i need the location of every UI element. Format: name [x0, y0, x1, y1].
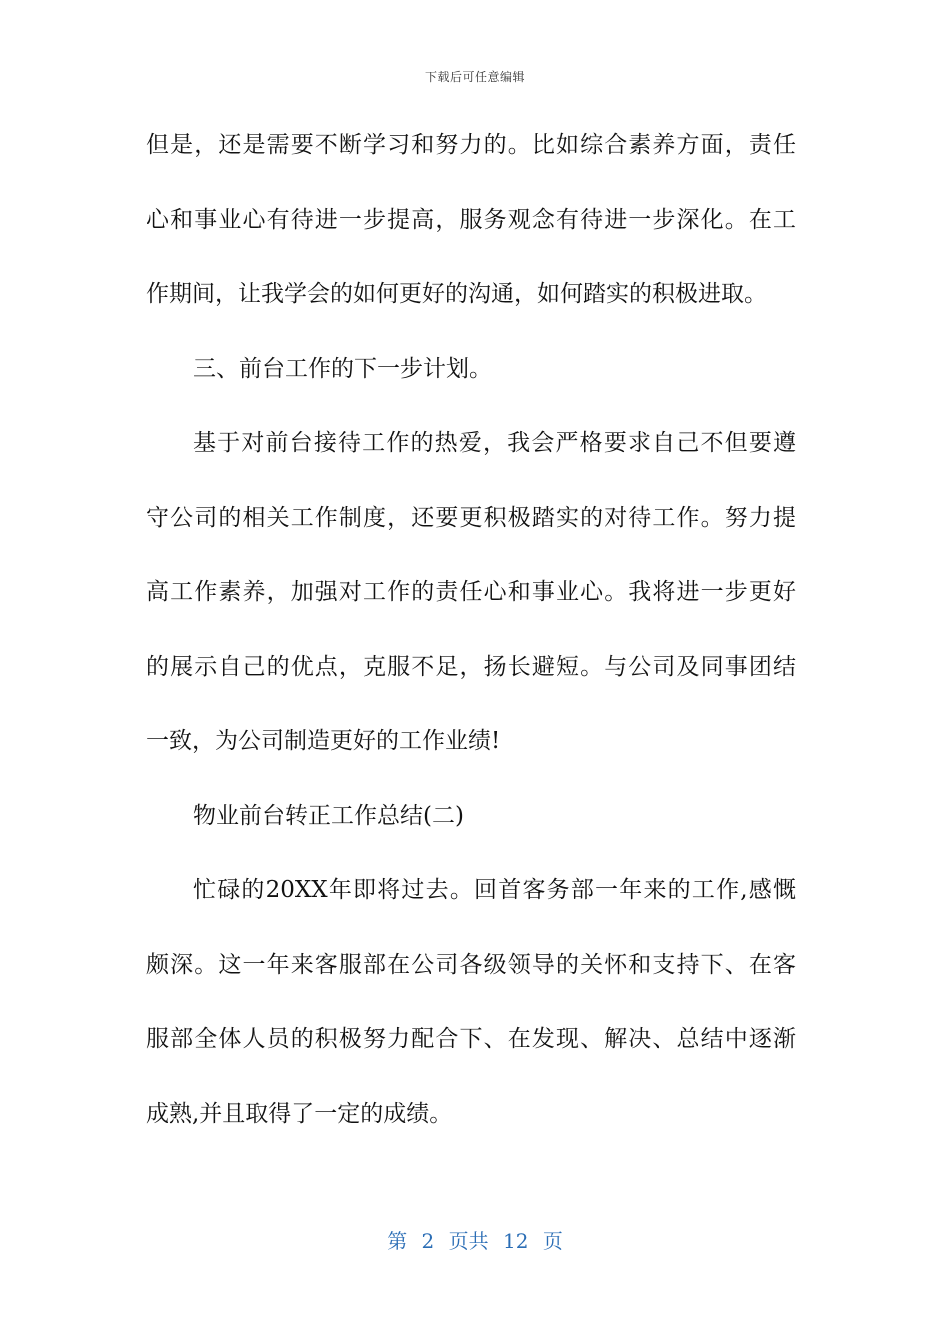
text-line: 作期间，让我学会的如何更好的沟通，如何踏实的积极进取。 — [146, 281, 767, 307]
text-line: 颇深。这一年来客服部在公司各级领导的关怀和支持下、在客 — [146, 951, 796, 978]
section-heading: 三、前台工作的下一步计划。 — [193, 355, 492, 382]
page-middle: 页共 — [448, 1229, 489, 1253]
page-suffix: 页 — [542, 1229, 563, 1253]
text-line: 守公司的相关工作制度，还要更积极踏实的对待工作。努力提 — [146, 504, 796, 531]
text-line: 忙碌的20XX年即将过去。回首客务部一年来的工作,感慨 — [193, 877, 796, 903]
page-prefix: 第 — [387, 1229, 408, 1253]
text-line: 心和事业心有待进一步提高，服务观念有待进一步深化。在工 — [146, 206, 796, 233]
text-line: 但是，还是需要不断学习和努力的。比如综合素养方面，责任 — [146, 132, 796, 158]
document-subtitle: 物业前台转正工作总结(二) — [193, 802, 464, 829]
page-total: 12 — [503, 1229, 529, 1253]
text-line: 基于对前台接待工作的热爱，我会严格要求自己不但要遵 — [193, 430, 796, 456]
document-body — [146, 120, 796, 1163]
text-line: 一致，为公司制造更好的工作业绩! — [146, 728, 501, 754]
header-note: 下载后可任意编辑 — [424, 70, 525, 84]
text-line: 服部全体人员的积极努力配合下、在发现、解决、总结中逐渐 — [146, 1026, 796, 1052]
text-line: 高工作素养，加强对工作的责任心和事业心。我将进一步更好 — [146, 579, 796, 605]
text-line: 成熟,并且取得了一定的成绩。 — [146, 1100, 453, 1127]
page-footer — [0, 1225, 950, 1254]
page-current: 2 — [421, 1229, 435, 1253]
text-line: 的展示自己的优点，克服不足，扬长避短。与公司及同事团结 — [146, 653, 796, 680]
